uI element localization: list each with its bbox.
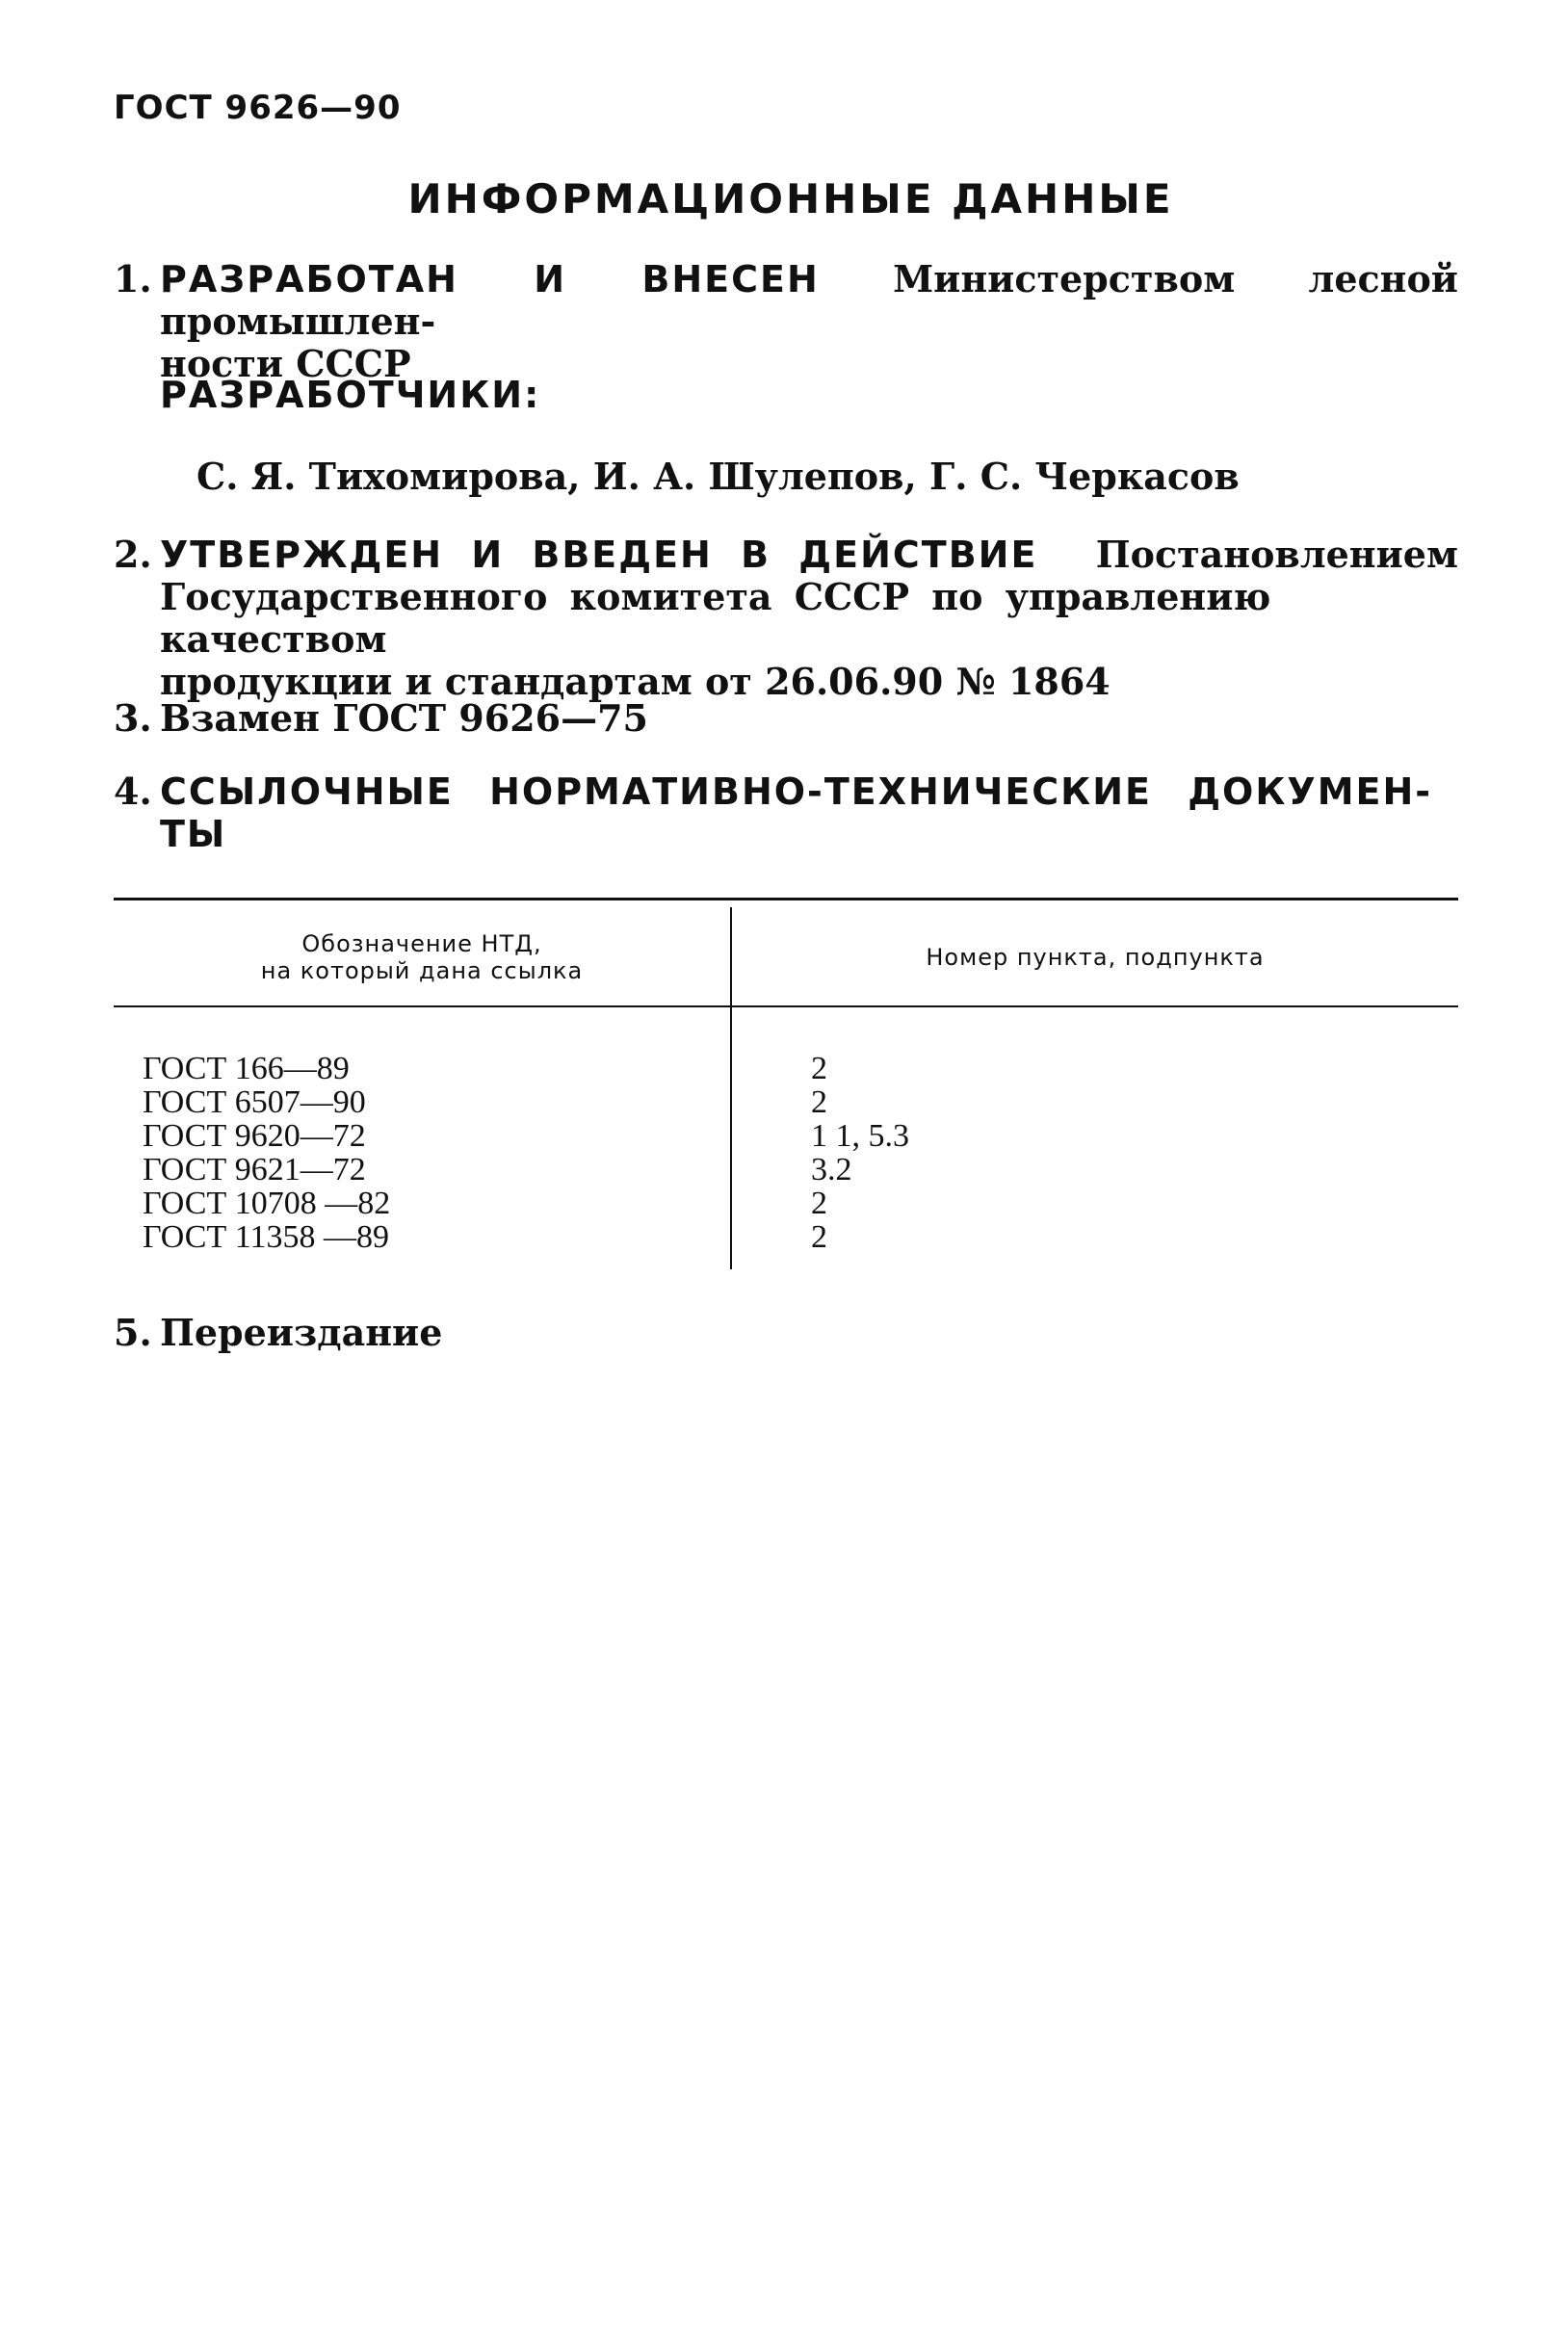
item-5 bbox=[114, 1312, 1458, 1358]
item-line: продукции и стандартам от 26.06.90 № 1864 bbox=[160, 660, 1111, 703]
table-row bbox=[114, 1187, 1458, 1220]
table-cell-doc: ГОСТ 11358 —89 bbox=[143, 1219, 389, 1255]
references-table bbox=[114, 898, 1458, 1283]
item-text: Министерством лесной промышлен- bbox=[160, 257, 1458, 343]
item-line: Переиздание bbox=[160, 1311, 443, 1354]
item-4 bbox=[114, 770, 1458, 859]
item-line: ности СССР bbox=[160, 342, 411, 385]
item-number: 3. bbox=[114, 696, 152, 740]
item-line: Государственного комитета СССР по управлению качеством bbox=[160, 575, 1271, 661]
table-cell-clause: 2 bbox=[811, 1219, 827, 1255]
table-cell-clause: 2 bbox=[811, 1051, 827, 1086]
table-cell-doc: ГОСТ 6507—90 bbox=[143, 1084, 366, 1120]
table-row bbox=[114, 1220, 1458, 1254]
table-cell-doc: ГОСТ 9621—72 bbox=[143, 1152, 366, 1187]
item-line bbox=[160, 534, 1458, 576]
item-1 bbox=[114, 257, 1458, 385]
item-body bbox=[160, 258, 1458, 385]
developers-label: РАЗРАБОТЧИКИ: bbox=[160, 374, 541, 416]
item-body bbox=[160, 1312, 1458, 1354]
table-cell-doc: ГОСТ 10708 —82 bbox=[143, 1186, 391, 1221]
table-body bbox=[114, 1052, 1458, 1254]
header-line: Обозначение НТД, bbox=[301, 930, 542, 957]
item-text: Постановлением bbox=[1095, 533, 1458, 576]
header-line: на который дана ссылка bbox=[260, 957, 584, 984]
table-row bbox=[114, 1052, 1458, 1085]
item-number: 2. bbox=[114, 533, 152, 576]
item-body bbox=[160, 697, 1458, 740]
item-caps: РАЗРАБОТАН И ВНЕСЕН bbox=[160, 258, 820, 300]
table-header-clause: Номер пункта, подпункта bbox=[926, 944, 1265, 971]
item-caps: ССЫЛОЧНЫЕ НОРМАТИВНО-ТЕХНИЧЕСКИЕ ДОКУМЕН- bbox=[160, 770, 1433, 813]
table-cell-clause: 3.2 bbox=[811, 1152, 852, 1187]
table-cell-clause: 1 1, 5.3 bbox=[811, 1118, 909, 1154]
item-caps: УТВЕРЖДЕН И ВВЕДЕН В ДЕЙСТВИЕ bbox=[160, 534, 1038, 576]
table-cell-clause: 2 bbox=[811, 1186, 827, 1221]
table-top-rule bbox=[114, 898, 1458, 900]
item-line bbox=[160, 258, 1458, 343]
table-cell-doc: ГОСТ 166—89 bbox=[143, 1051, 350, 1086]
item-body bbox=[160, 770, 1458, 855]
table-header-designation bbox=[114, 930, 730, 984]
item-line: Взамен ГОСТ 9626—75 bbox=[160, 696, 648, 740]
item-body bbox=[160, 534, 1458, 703]
table-row bbox=[114, 1119, 1458, 1153]
running-head: ГОСТ 9626—90 bbox=[114, 89, 402, 127]
item-caps: ТЫ bbox=[160, 813, 227, 855]
table-cell-doc: ГОСТ 9620—72 bbox=[143, 1118, 366, 1154]
item-number: 4. bbox=[114, 770, 152, 813]
table-row bbox=[114, 1153, 1458, 1187]
table-row bbox=[114, 1085, 1458, 1119]
table-cell-clause: 2 bbox=[811, 1084, 827, 1120]
table-header-rule bbox=[114, 1005, 1458, 1007]
page-title: ИНФОРМАЦИОННЫЕ ДАННЫЕ bbox=[407, 175, 1174, 222]
developers-list: С. Я. Тихомирова, И. А. Шулепов, Г. С. Черкасов bbox=[196, 455, 1240, 498]
item-number: 1. bbox=[114, 257, 152, 300]
item-2 bbox=[114, 533, 1458, 703]
item-number: 5. bbox=[114, 1311, 152, 1354]
item-3 bbox=[114, 697, 1458, 744]
